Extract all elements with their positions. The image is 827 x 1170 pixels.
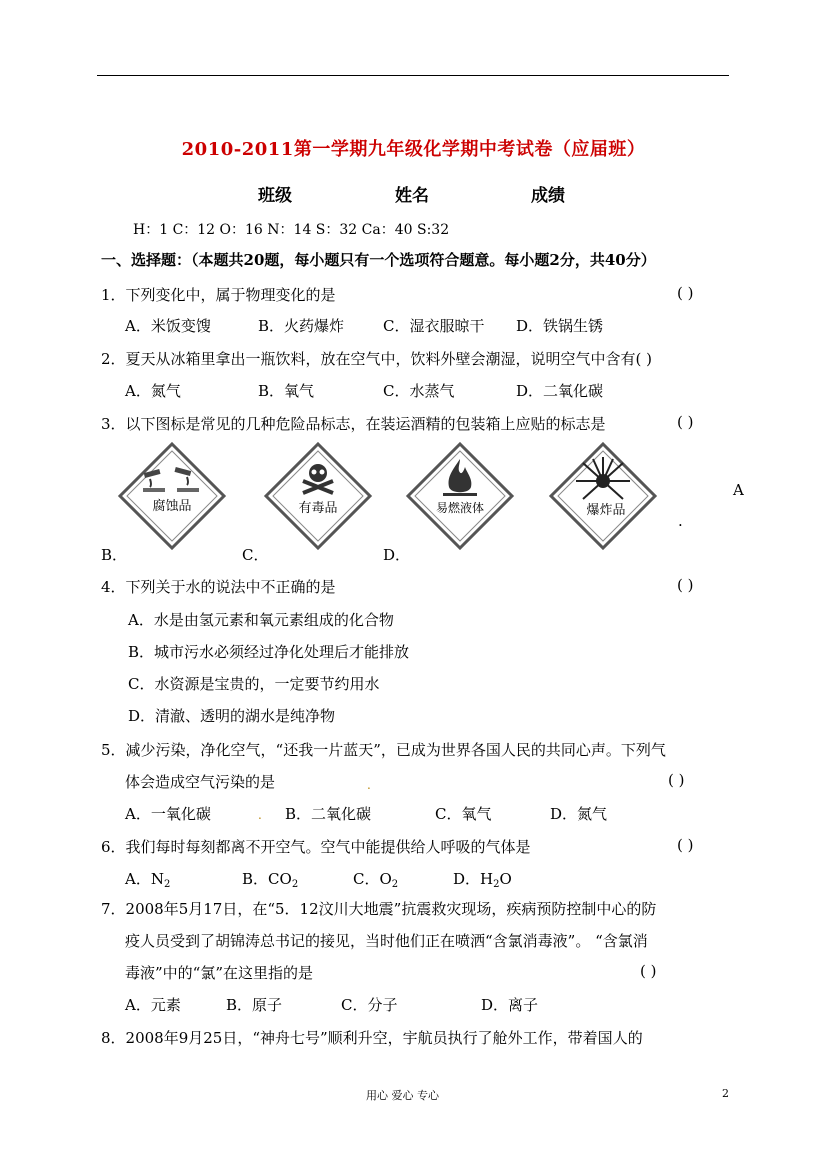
toxic-sign <box>263 441 373 551</box>
q4-answer-blank: ( ) <box>677 576 694 594</box>
q4-stem: 4．下列关于水的说法中不正确的是 <box>101 578 336 596</box>
header-rule <box>97 75 729 76</box>
q2-option-b: B．氧气 <box>258 382 315 400</box>
q8-stem-line1: 8．2008年9月25日，“神舟七号”顺利升空，宇航员执行了舱外工作，带着国人的 <box>101 1029 643 1047</box>
explosive-sign-label: 爆炸品 <box>586 503 626 518</box>
flammable-liquid-sign <box>405 441 515 551</box>
q3-option-a-marker: A <box>733 481 744 499</box>
q3-option-a-dot: . <box>678 512 683 530</box>
q3-stem: 3．以下图标是常见的几种危险品标志，在装运酒精的包装箱上应贴的标志是 <box>101 415 606 433</box>
q6-option-a: A．$N_2$ <box>125 870 171 890</box>
q6-option-d: D．$H_2O$ <box>453 870 512 890</box>
q7-option-d: D．离子 <box>481 996 539 1014</box>
q5-option-a: A．一氧化碳 <box>125 805 211 823</box>
q5-stem-line1: 5．减少污染，净化空气，“还我一片蓝天”，已成为世界各国人民的共同心声。下列气 <box>101 741 666 759</box>
q1-option-d: D．铁锅生锈 <box>516 317 604 335</box>
q5-stem-line2: 体会造成空气污染的是 <box>125 773 276 791</box>
footer-text: 用心 爱心 专心 <box>366 1089 439 1102</box>
q1-option-c: C．湿衣服晾干 <box>383 317 485 335</box>
q6-option-b: B．$CO_2$ <box>242 870 299 890</box>
q3-option-c: C． <box>242 546 269 564</box>
q1-option-b: B．火药爆炸 <box>258 317 345 335</box>
class-label: 班级 <box>258 186 292 206</box>
corrosive-sign-label: 腐蚀品 <box>152 499 192 514</box>
q3-option-d: D． <box>383 546 411 564</box>
q1-answer-blank: ( ) <box>677 284 694 302</box>
q5-answer-blank: ( ) <box>668 771 685 789</box>
stray-mark: . <box>367 778 371 792</box>
q1-stem: 1．下列变化中，属于物理变化的是 <box>101 286 336 304</box>
corrosive-sign <box>117 441 227 551</box>
name-label: 姓名 <box>395 186 429 206</box>
q2-option-d: D．二氧化碳 <box>516 382 604 400</box>
q7-option-a: A．元素 <box>125 996 181 1014</box>
page-number: 2 <box>722 1087 729 1100</box>
q4-option-a: A．水是由氢元素和氧元素组成的化合物 <box>128 611 394 629</box>
q7-option-c: C．分子 <box>341 996 398 1014</box>
q4-option-d: D．清澈、透明的湖水是纯净物 <box>128 707 336 725</box>
q7-stem-line1: 7．2008年5月17日，在“5．12汶川大地震”抗震救灾现场，疾病预防控制中心的防 <box>101 900 657 918</box>
q6-option-c: C．$O_2$ <box>353 870 399 890</box>
q3-answer-blank: ( ) <box>677 413 694 431</box>
q7-option-b: B．原子 <box>226 996 283 1014</box>
q5-option-b: B．二氧化碳 <box>285 805 372 823</box>
q7-answer-blank: ( ) <box>640 962 657 980</box>
section-heading: 一、选择题：（本题共20题，每小题只有一个选项符合题意。每小题2分，共40分） <box>101 251 656 269</box>
q3-option-b: B． <box>101 546 128 564</box>
q2-stem: 2．夏天从冰箱里拿出一瓶饮料，放在空气中，饮料外壁会潮湿，说明空气中含有( ) <box>101 350 653 368</box>
q1-option-a: A．米饭变馊 <box>125 317 211 335</box>
flammable-liquid-sign-label: 易燃液体 <box>435 501 485 515</box>
q6-answer-blank: ( ) <box>677 836 694 854</box>
toxic-sign-label: 有毒品 <box>298 501 338 516</box>
q5-option-c: C．氧气 <box>435 805 492 823</box>
q5-option-d: D．氮气 <box>550 805 608 823</box>
q2-option-c: C．水蒸气 <box>383 382 455 400</box>
q7-stem-line3: 毒液”中的“氯”在这里指的是 <box>125 964 314 982</box>
atomic-masses: H：1 C：12 O：16 N：14 S：32 Ca：40 S:32 <box>133 222 450 238</box>
q4-option-b: B．城市污水必须经过净化处理后才能排放 <box>128 643 410 661</box>
score-label: 成绩 <box>531 186 565 206</box>
q6-stem: 6．我们每时每刻都离不开空气。空气中能提供给人呼吸的气体是 <box>101 838 531 856</box>
q7-stem-line2: 疫人员受到了胡锦涛总书记的接见，当时他们正在喷洒“含氯消毒液”。 “含氯消 <box>125 932 648 950</box>
explosive-sign <box>548 441 658 551</box>
stray-mark: . <box>258 808 262 822</box>
q4-option-c: C．水资源是宝贵的，一定要节约用水 <box>128 675 380 693</box>
q2-option-a: A．氮气 <box>125 382 181 400</box>
page-title: 2010-2011第一学期九年级化学期中考试卷（应届班） <box>181 139 646 160</box>
